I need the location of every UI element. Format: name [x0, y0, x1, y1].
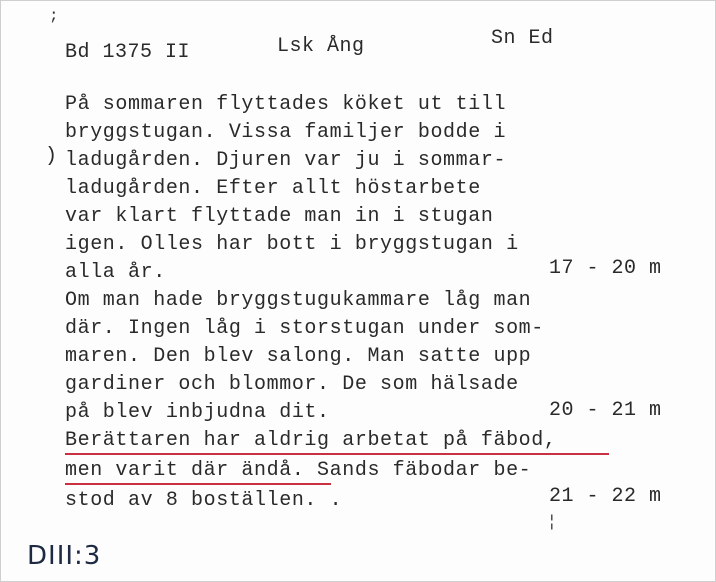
margin-bracket: )	[45, 145, 58, 168]
margin-tick-mark: ;	[49, 7, 59, 25]
text-line-1: På sommaren flyttades köket ut till	[65, 93, 507, 116]
text-line-15: stod av 8 boställen. .	[65, 489, 343, 512]
text-line-14: men varit där ändå. Sands fäbodar be-	[65, 459, 532, 482]
archive-stamp: DIII:3	[27, 541, 102, 571]
text-line-11: gardiner och blommor. De som hälsade	[65, 373, 519, 396]
text-line-3: ladugården. Djuren var ju i sommar-	[65, 149, 507, 172]
text-line-10: maren. Den blev salong. Man satte upp	[65, 345, 532, 368]
meter-ref-2: 20 - 21 m	[549, 399, 662, 422]
text-line-8: Om man hade bryggstugukammare låg man	[65, 289, 532, 312]
margin-tick-mark-2: ¦	[547, 513, 557, 531]
text-line-7: alla år.	[65, 261, 166, 284]
text-line-12: på blev inbjudna dit.	[65, 401, 330, 424]
text-line-4: ladugården. Efter allt höstarbete	[65, 177, 481, 200]
card-reference: Bd 1375 II	[65, 41, 191, 64]
text-line-2: bryggstugan. Vissa familjer bodde i	[65, 121, 507, 144]
card-place: Lsk Ång	[277, 35, 365, 58]
text-line-6: igen. Olles har bott i bryggstugan i	[65, 233, 519, 256]
text-line-9: där. Ingen låg i storstugan under som-	[65, 317, 544, 340]
meter-ref-3: 21 - 22 m	[549, 485, 662, 508]
text-line-5: var klart flyttade man in i stugan	[65, 205, 494, 228]
meter-ref-1: 17 - 20 m	[549, 257, 662, 280]
red-underline-2	[65, 483, 331, 485]
red-underline-1	[65, 453, 609, 455]
text-line-13: Berättaren har aldrig arbetat på fäbod,	[65, 429, 557, 452]
card-code: Sn Ed	[491, 27, 554, 50]
